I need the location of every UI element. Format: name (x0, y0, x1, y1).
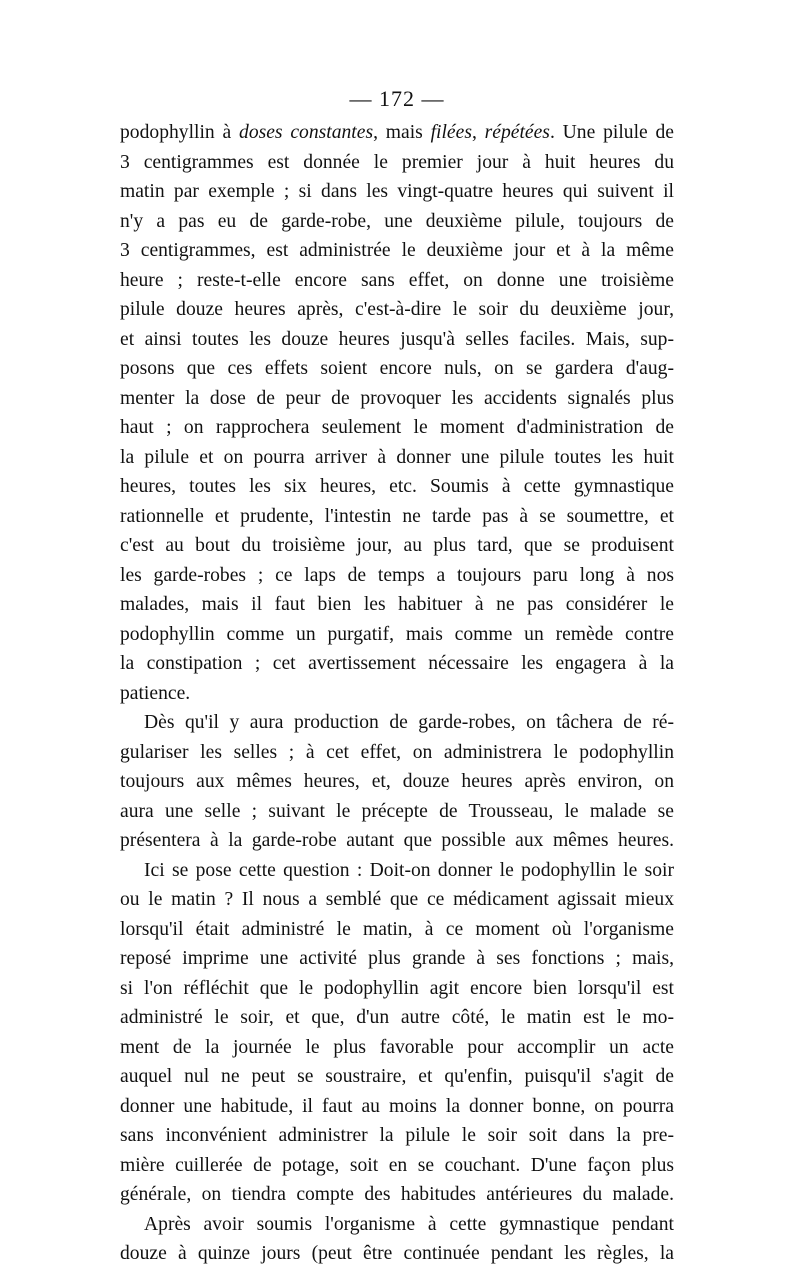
text-line (120, 531, 674, 561)
text-line (120, 384, 674, 414)
text-segment: Après avoir soumis l'organisme à cette gymnastique pendant (144, 1213, 674, 1235)
italic-text: filées (430, 122, 472, 143)
text-line (120, 1151, 674, 1181)
text-line (120, 354, 674, 384)
text-segment: 3 centigrammes, est administrée le deuxième jour et à la même (120, 240, 674, 261)
italic-text: répétées (484, 122, 550, 143)
text-line (120, 561, 674, 591)
text-segment: patience. (120, 682, 191, 704)
text-line (120, 944, 674, 974)
text-segment: présentera à la garde-robe autant que possible aux mêmes heures. (120, 830, 674, 851)
text-line (120, 708, 674, 738)
text-line (120, 1033, 674, 1063)
text-segment: lorsqu'il était administré le matin, à ce moment où l'organisme (120, 918, 674, 940)
text-segment: donner une habitude, il faut au moins la donner bonne, on pourra (120, 1095, 674, 1117)
text-segment: c'est au bout du troisième jour, au plus tard, que se produisent (120, 535, 674, 556)
book-page (120, 84, 674, 1269)
text-segment: douze à quinze jours (peut être continuée pendant les règles, la (120, 1243, 674, 1264)
text-segment: générale, on tiendra compte des habitudes antérieures du malade. (120, 1184, 674, 1205)
text-line (120, 620, 674, 650)
text-line (120, 443, 674, 473)
text-segment: toujours aux mêmes heures, et, douze heures après environ, on (120, 771, 674, 792)
text-line (120, 236, 674, 266)
page-number: — 172 — (349, 86, 445, 111)
text-line (120, 767, 674, 797)
text-segment: malades, mais il faut bien les habituer à ne pas considérer le (120, 594, 674, 615)
text-line (120, 207, 674, 237)
text-segment: et ainsi toutes les douze heures jusqu'à selles faciles. Mais, sup- (120, 328, 674, 350)
text-line (120, 413, 674, 443)
italic-text: doses constantes (239, 122, 374, 143)
text-segment: rationnelle et prudente, l'intestin ne tarde pas à se soumettre, et (120, 505, 674, 527)
text-line (120, 1092, 674, 1122)
text-line (120, 885, 674, 915)
text-line (120, 1062, 674, 1092)
text-segment: ment de la journée le plus favorable pour accomplir un acte (120, 1036, 674, 1058)
text-segment: n'y a pas eu de garde-robe, une deuxième pilule, toujours de (120, 210, 674, 232)
text-segment: podophyllin comme un purgatif, mais comme un remède contre (120, 623, 674, 645)
text-segment: posons que ces effets soient encore nuls, on se gardera d'aug- (120, 358, 674, 379)
text-line (120, 177, 674, 207)
text-line (120, 649, 674, 679)
text-segment: auquel nul ne peut se soustraire, et qu'enfin, puisqu'il s'agit de (120, 1066, 674, 1087)
text-line (120, 266, 674, 296)
text-segment: administré le soir, et que, d'un autre côté, le matin est le mo- (120, 1007, 674, 1028)
text-line (120, 826, 674, 856)
text-segment: , (471, 122, 485, 143)
text-line (120, 856, 674, 886)
text-line (120, 325, 674, 355)
text-segment: heure ; reste-t-elle encore sans effet, on donne une troisième (120, 269, 674, 291)
text-segment: sans inconvénient administrer la pilule le soir soit dans la pre- (120, 1125, 674, 1146)
text-segment: ou le matin ? Il nous a semblé que ce médicament agissait mieux (120, 889, 674, 910)
text-line (120, 1210, 674, 1240)
text-line (120, 679, 674, 709)
text-line (120, 1180, 674, 1210)
body-text (120, 118, 674, 1269)
text-line (120, 118, 674, 148)
text-segment: Ici se pose cette question : Doit-on donner le podophyllin le soir (144, 859, 674, 881)
text-line (120, 738, 674, 768)
text-line (120, 1003, 674, 1033)
text-line (120, 1239, 674, 1269)
text-line (120, 1121, 674, 1151)
text-segment: la pilule et on pourra arriver à donner une pilule toutes les huit (120, 446, 674, 468)
text-segment: haut ; on rapprochera seulement le moment d'administration de (120, 417, 674, 438)
text-segment: reposé imprime une activité plus grande à ses fonctions ; mais, (120, 948, 674, 969)
text-segment: heures, toutes les six heures, etc. Soumis à cette gymnastique (120, 476, 674, 497)
text-segment: si l'on réfléchit que le podophyllin agit encore bien lorsqu'il est (120, 977, 674, 999)
text-segment: aura une selle ; suivant le précepte de Trousseau, le malade se (120, 800, 674, 822)
text-line (120, 502, 674, 532)
text-segment: pilule douze heures après, c'est-à-dire le soir du deuxième jour, (120, 299, 674, 320)
text-segment: la constipation ; cet avertissement nécessaire les engagera à la (120, 653, 674, 674)
text-segment: 3 centigrammes est donnée le premier jour à huit heures du (120, 151, 674, 173)
text-segment: podophyllin à (120, 122, 240, 143)
text-line (120, 295, 674, 325)
text-segment: . Une pilule de (549, 122, 674, 143)
text-line (120, 148, 674, 178)
text-segment: mière cuillerée de potage, soit en se couchant. D'une façon plus (120, 1154, 674, 1176)
text-line (120, 974, 674, 1004)
text-line (120, 472, 674, 502)
text-segment: menter la dose de peur de provoquer les accidents signalés plus (120, 387, 674, 409)
text-segment: , mais (373, 122, 431, 143)
text-segment: gulariser les selles ; à cet effet, on administrera le podophyllin (120, 741, 674, 763)
text-line (120, 590, 674, 620)
text-segment: Dès qu'il y aura production de garde-robes, on tâchera de ré- (144, 712, 674, 733)
text-segment: matin par exemple ; si dans les vingt-quatre heures qui suivent il (120, 181, 674, 202)
text-segment: les garde-robes ; ce laps de temps a toujours paru long à nos (120, 564, 674, 586)
text-line (120, 915, 674, 945)
text-line (120, 797, 674, 827)
